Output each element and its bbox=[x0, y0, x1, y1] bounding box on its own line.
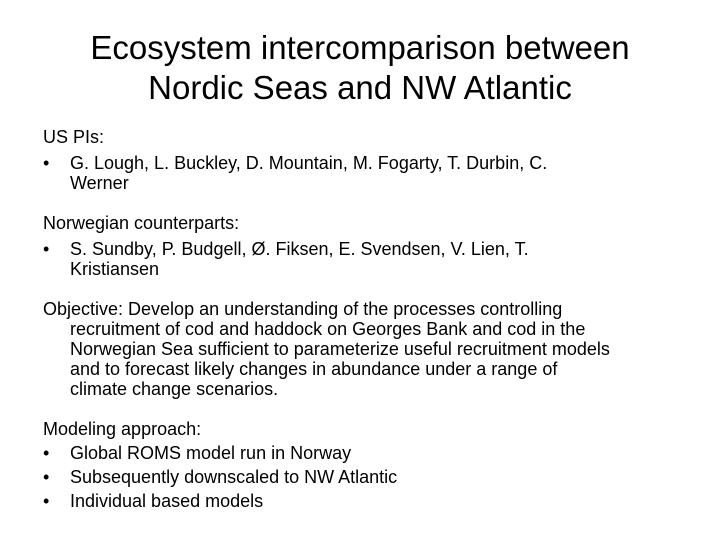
slide-body bbox=[43, 127, 703, 511]
bullet-marker: • bbox=[43, 467, 50, 487]
modeling-bullet-1 bbox=[43, 443, 703, 463]
bullet-marker: • bbox=[43, 239, 50, 259]
modeling-item-1: Global ROMS model run in Norway bbox=[70, 443, 352, 463]
objective-line-5: climate change scenarios. bbox=[70, 379, 279, 399]
objective-line-3: Norwegian Sea sufficient to parameterize useful recruitment models bbox=[70, 339, 610, 359]
objective-paragraph bbox=[43, 299, 703, 399]
us-pis-line-1: G. Lough, L. Buckley, D. Mountain, M. Fogarty, T. Durbin, C. bbox=[70, 153, 548, 173]
modeling-bullet-3 bbox=[43, 491, 703, 511]
norwegian-heading: Norwegian counterparts: bbox=[43, 213, 240, 233]
bullet-marker: • bbox=[43, 443, 50, 463]
objective-line-4: and to forecast likely changes in abundance under a range of bbox=[70, 359, 558, 379]
title-line-2: Nordic Seas and NW Atlantic bbox=[148, 69, 572, 106]
norwegian-bullet bbox=[43, 239, 703, 279]
norwegian-line-1: S. Sundby, P. Budgell, Ø. Fiksen, E. Svendsen, V. Lien, T. bbox=[70, 239, 529, 259]
bullet-marker: • bbox=[43, 491, 50, 511]
modeling-item-2: Subsequently downscaled to NW Atlantic bbox=[70, 467, 398, 487]
title-line-1: Ecosystem intercomparison between bbox=[90, 29, 630, 66]
objective-line-1: Objective: Develop an understanding of the processes controlling bbox=[43, 299, 563, 319]
modeling-bullet-2 bbox=[43, 467, 703, 487]
objective-line-2: recruitment of cod and haddock on Georges Bank and cod in the bbox=[70, 319, 586, 339]
us-pis-heading: US PIs: bbox=[43, 127, 105, 147]
us-pis-line-2: Werner bbox=[70, 173, 129, 193]
modeling-item-3: Individual based models bbox=[70, 491, 264, 511]
bullet-marker: • bbox=[43, 153, 50, 173]
slide-title bbox=[0, 28, 720, 108]
norwegian-line-2: Kristiansen bbox=[70, 259, 160, 279]
modeling-heading: Modeling approach: bbox=[43, 419, 202, 439]
us-pis-bullet bbox=[43, 153, 703, 193]
